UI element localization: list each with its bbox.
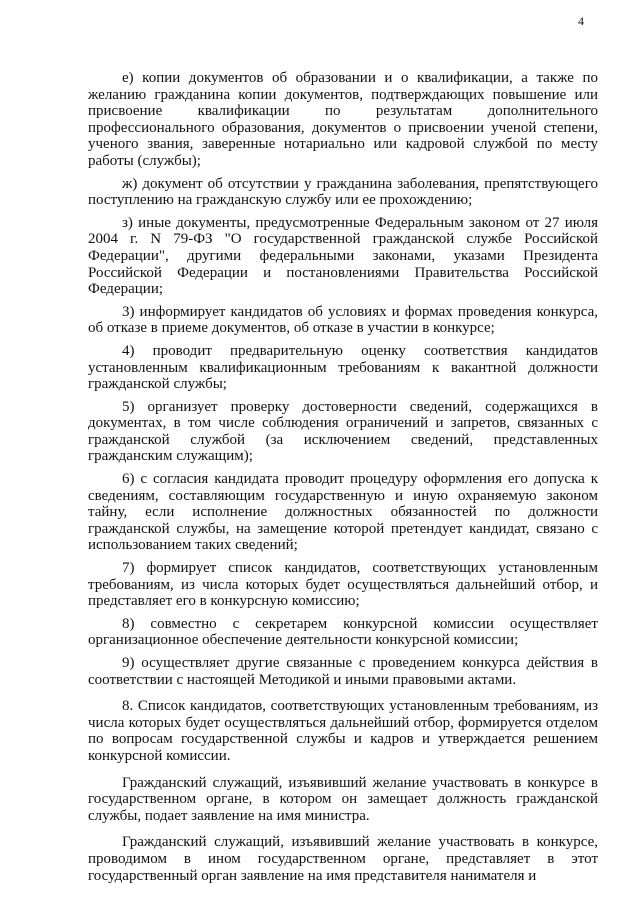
paragraph-item-4: 4) проводит предварительную оценку соответствия кандидатов установленным квалификационным требованиям к вакантной должности гражданской службы;: [88, 342, 598, 393]
paragraph-other-organ: Гражданский служащий, изъявивший желание участвовать в конкурсе, проводимом в ином государственном органе, представляет в этот государственный орган заявление на имя представителя нанимателя и: [88, 834, 598, 884]
paragraph-item-5: 5) организует проверку достоверности сведений, содержащихся в документах, в том числе соблюдения ограничений и запретов, связанных с гражданской службой (за исключением сведений, представленных гражданским служащим);: [88, 398, 598, 465]
paragraph-item-9: 9) осуществляет другие связанные с проведением конкурса действия в соответствии с настоящей Методикой и иными правовыми актами.: [88, 655, 598, 688]
paragraph-item-7: 7) формирует список кандидатов, соответствующих установленным требованиям, из числа которых будет осуществляться дальнейший отбор, и представляет его в конкурсную комиссию;: [88, 560, 598, 610]
paragraph-e: е) копии документов об образовании и о квалификации, а также по желанию гражданина копии документов, подтверждающих повышение или присвоение квалификации по результатам дополнительного профессионального образования, документов о присвоении ученой степени, ученого звания, заверенные нотариально или кадровой службой по месту работы (службы);: [88, 70, 598, 169]
paragraph-z: з) иные документы, предусмотренные Федеральным законом от 27 июля 2004 г. N 79-ФЗ "О государственной гражданской службе Российской Федерации", другими федеральными законами, указами Президента Российской Федерации и постановлениями Правительства Российской Федерации;: [88, 214, 598, 298]
paragraph-item-6: 6) с согласия кандидата проводит процедуру оформления его допуска к сведениям, составляющим государственную и иную охраняемую законом тайну, если исполнение должностных обязанностей по должности гражданской службы, на замещение которой претендует кандидат, связано с использованием таких сведений;: [88, 471, 598, 554]
document-body: [88, 70, 598, 890]
paragraph-item-3: 3) информирует кандидатов об условиях и формах проведения конкурса, об отказе в приеме документов, об отказе в участии в конкурсе;: [88, 303, 598, 337]
paragraph-same-organ: Гражданский служащий, изъявивший желание участвовать в конкурсе в государственном органе, в котором он замещает должность гражданской службы, подает заявление на имя министра.: [88, 774, 598, 824]
paragraph-section-8: 8. Список кандидатов, соответствующих установленным требованиям, из числа которых будет осуществляться дальнейший отбор, формируется отделом по вопросам государственной службы и кадров и утверждается решением конкурсной комиссии.: [88, 698, 598, 764]
page-number: 4: [578, 14, 584, 28]
paragraph-item-8: 8) совместно с секретарем конкурсной комиссии осуществляет организационное обеспечение деятельности конкурсной комиссии;: [88, 615, 598, 649]
paragraph-zh: ж) документ об отсутствии у гражданина заболевания, препятствующего поступлению на гражданскую службу или ее прохождению;: [88, 175, 598, 209]
